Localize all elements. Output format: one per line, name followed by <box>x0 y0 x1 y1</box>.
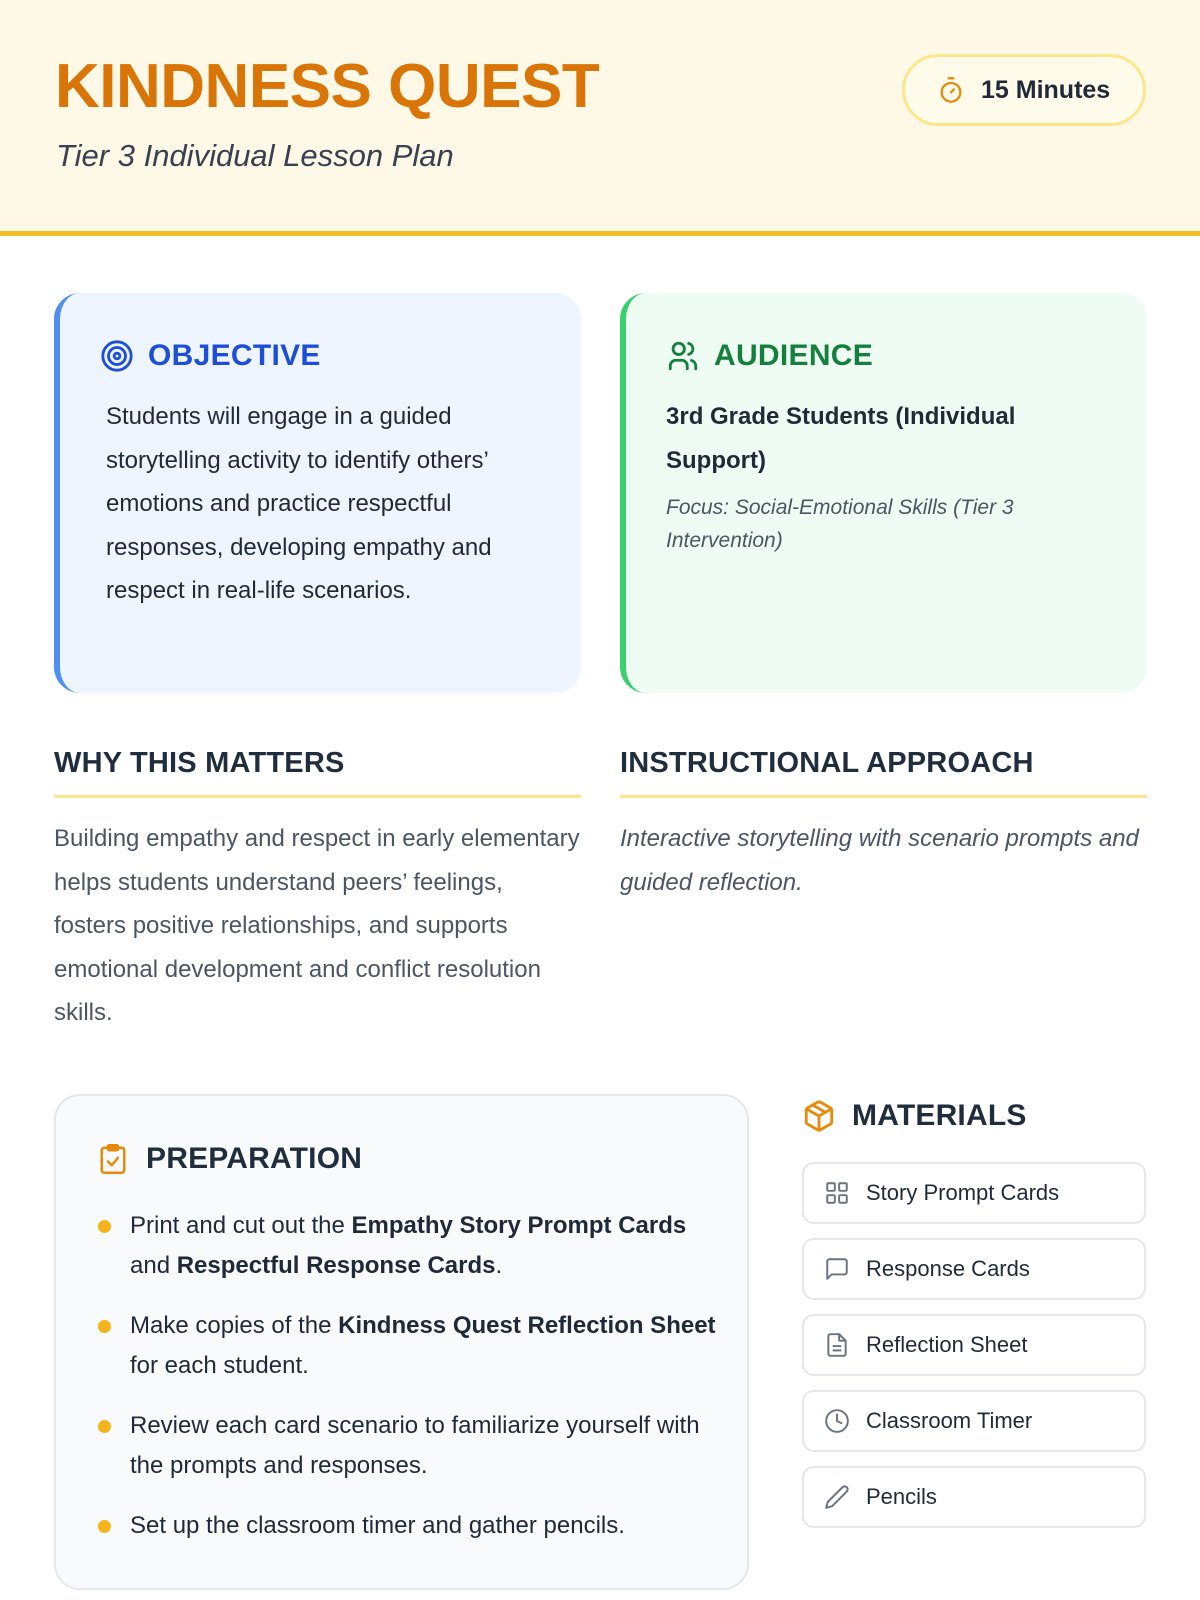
clipboard-check-icon <box>98 1142 128 1176</box>
duration-label: 15 Minutes <box>981 75 1111 104</box>
audience-main: 3rd Grade Students (Individual Support) <box>666 403 1016 474</box>
why-heading: WHY THIS MATTERS <box>54 745 581 798</box>
duration-badge <box>902 54 1146 126</box>
file-text-icon <box>824 1332 850 1358</box>
package-icon <box>802 1099 836 1133</box>
audience-focus: Focus: Social-Emotional Skills (Tier 3 Intervention) <box>666 496 1014 552</box>
material-label: Reflection Sheet <box>866 1332 1028 1357</box>
objective-text: Students will engage in a guided storytelling activity to identify others’ emotions and practice respectful responses, developing empathy and respect in real-life scenarios. <box>106 403 492 604</box>
message-square-icon <box>824 1256 850 1282</box>
preparation-list <box>98 1206 718 1566</box>
audience-heading: AUDIENCE <box>714 339 874 372</box>
bullet-dot <box>98 1220 111 1233</box>
bullet-dot <box>98 1420 111 1433</box>
materials-heading: MATERIALS <box>852 1099 1027 1132</box>
stopwatch-icon <box>937 76 965 104</box>
clock-icon <box>824 1408 850 1434</box>
objective-heading: OBJECTIVE <box>148 339 321 372</box>
bullet-dot <box>98 1320 111 1333</box>
users-icon <box>666 339 700 373</box>
bullet-dot <box>98 1520 111 1533</box>
page-title: KINDNESS QUEST <box>55 52 600 121</box>
material-label: Pencils <box>866 1484 937 1509</box>
material-label: Story Prompt Cards <box>866 1180 1060 1205</box>
approach-section <box>620 745 1147 904</box>
why-text: Building empathy and respect in early elementary helps students understand peers’ feelings, fosters positive relationships, and supports emotional development and conflict resolution skills. <box>54 825 580 1026</box>
material-story-prompt-cards <box>802 1162 1146 1224</box>
material-label: Classroom Timer <box>866 1408 1033 1433</box>
page-subtitle: Tier 3 Individual Lesson Plan <box>56 138 454 173</box>
grid-icon <box>824 1180 850 1206</box>
preparation-item: Review each card scenario to familiarize yourself with the prompts and responses. <box>98 1406 718 1486</box>
material-pencils <box>802 1466 1146 1528</box>
pencil-icon <box>824 1484 850 1510</box>
materials-panel <box>802 1094 1148 1542</box>
preparation-card <box>54 1094 749 1590</box>
preparation-heading: PREPARATION <box>146 1142 363 1175</box>
objective-card <box>54 293 581 693</box>
preparation-item: Set up the classroom timer and gather pencils. <box>98 1506 718 1546</box>
preparation-item: Print and cut out the Empathy Story Prompt Cards and Respectful Response Cards. <box>98 1206 718 1286</box>
audience-card <box>620 293 1147 693</box>
material-label: Response Cards <box>866 1256 1030 1281</box>
preparation-item: Make copies of the Kindness Quest Reflection Sheet for each student. <box>98 1306 718 1386</box>
approach-text: Interactive storytelling with scenario prompts and guided reflection. <box>620 825 1139 896</box>
approach-heading: INSTRUCTIONAL APPROACH <box>620 745 1147 798</box>
material-reflection-sheet <box>802 1314 1146 1376</box>
why-section <box>54 745 581 1035</box>
header <box>0 0 1200 236</box>
material-response-cards <box>802 1238 1146 1300</box>
target-icon <box>100 339 134 373</box>
material-classroom-timer <box>802 1390 1146 1452</box>
